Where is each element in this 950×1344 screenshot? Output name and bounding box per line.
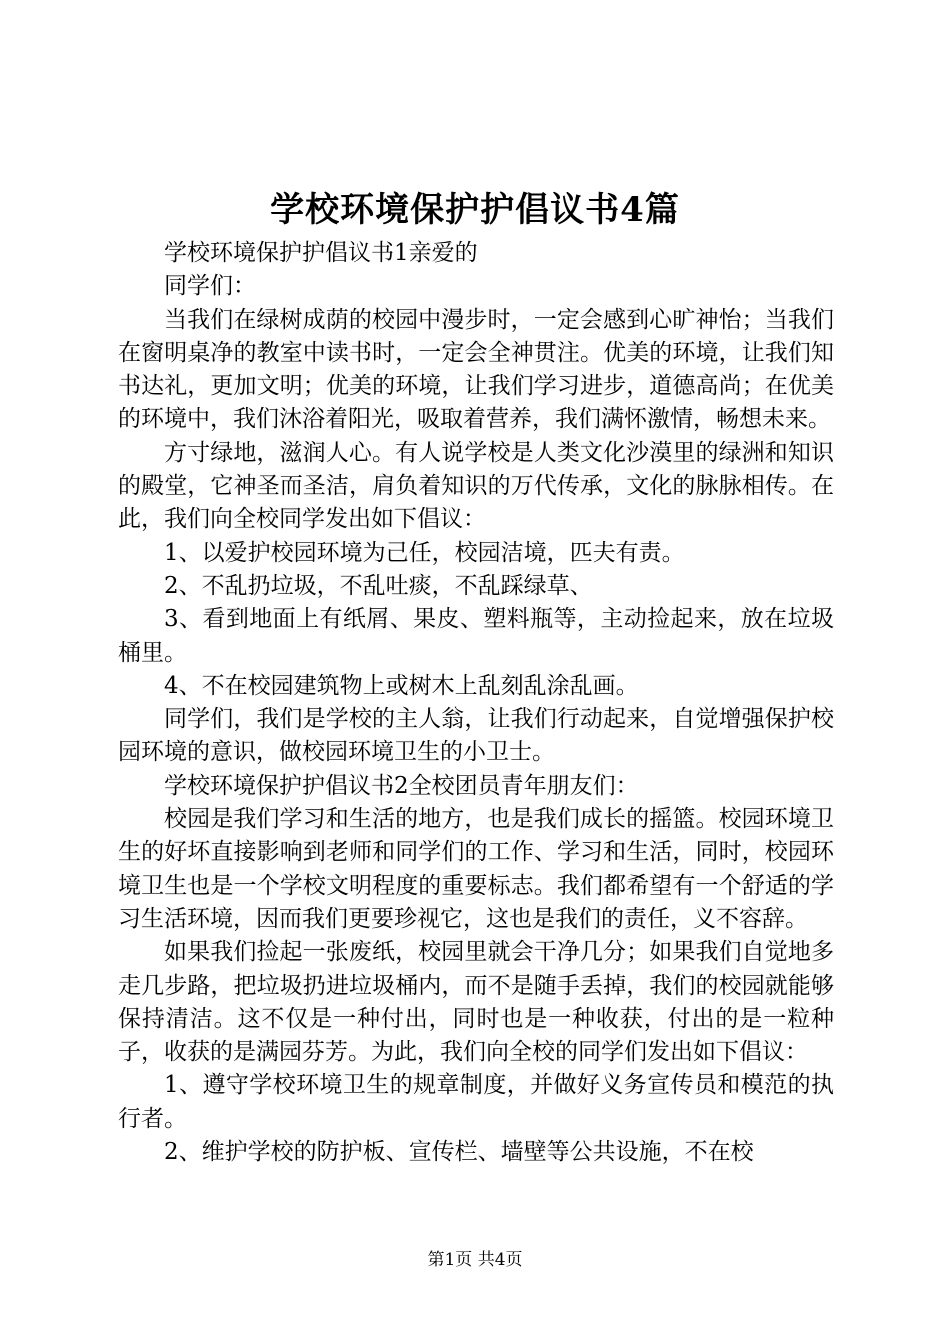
paragraph: 校园是我们学习和生活的地方，也是我们成长的摇篮。校园环境卫生的好坏直接影响到老师和同学们的工作、学习和生活，同时，校园环境卫生也是一个学校文明程度的重要标志。我们都希望有一个舒适的学习生活环境，因而我们更要珍视它，这也是我们的责任，义不容辞。 xyxy=(118,806,834,932)
paragraph: 1、遵守学校环境卫生的规章制度，并做好义务宣传员和模范的执行者。 xyxy=(118,1072,834,1132)
paragraph: 方寸绿地，滋润人心。有人说学校是人类文化沙漠里的绿洲和知识的殿堂，它神圣而圣洁，肩负着知识的万代传承，文化的脉脉相传。在此，我们向全校同学发出如下倡议： xyxy=(118,439,834,533)
paragraph: 1、以爱护校园环境为己任，校园洁境，匹夫有责。 xyxy=(164,539,685,566)
paragraph: 同学们： xyxy=(164,273,256,300)
paragraph: 4、不在校园建筑物上或树木上乱刻乱涂乱画。 xyxy=(164,672,639,699)
paragraph: 当我们在绿树成荫的校园中漫步时，一定会感到心旷神怡；当我们在窗明桌净的教室中读书时，一定会全神贯注。优美的环境，让我们知书达礼，更加文明；优美的环境，让我们学习进步，道德高尚；在优美的环境中，我们沐浴着阳光，吸取着营养，我们满怀激情，畅想未来。 xyxy=(118,306,834,433)
paragraph: 2、不乱扔垃圾，不乱吐痰，不乱踩绿草、 xyxy=(164,572,593,599)
document-body xyxy=(118,237,834,1169)
paragraph: 3、看到地面上有纸屑、果皮、塑料瓶等，主动捡起来，放在垃圾桶里。 xyxy=(118,606,834,666)
paragraph: 如果我们捡起一张废纸，校园里就会干净几分；如果我们自觉地多走几步路，把垃圾扔进垃圾桶内，而不是随手丢掉，我们的校园就能够保持清洁。这不仅是一种付出，同时也是一种收获，付出的是一粒种子，收获的是满园芬芳。为此，我们向全校的同学们发出如下倡议： xyxy=(118,939,834,1066)
paragraph: 2、维护学校的防护板、宣传栏、墙壁等公共设施，不在校 xyxy=(164,1139,754,1166)
paragraph: 学校环境保护护倡议书2全校团员青年朋友们： xyxy=(164,772,639,799)
paragraph: 学校环境保护护倡议书1亲爱的 xyxy=(164,240,478,266)
page-footer: 第1页 共4页 xyxy=(427,1250,523,1270)
document-title: 学校环境保护护倡议书4篇 xyxy=(270,190,680,230)
paragraph: 同学们，我们是学校的主人翁，让我们行动起来，自觉增强保护校园环境的意识，做校园环境卫生的小卫士。 xyxy=(118,706,834,766)
